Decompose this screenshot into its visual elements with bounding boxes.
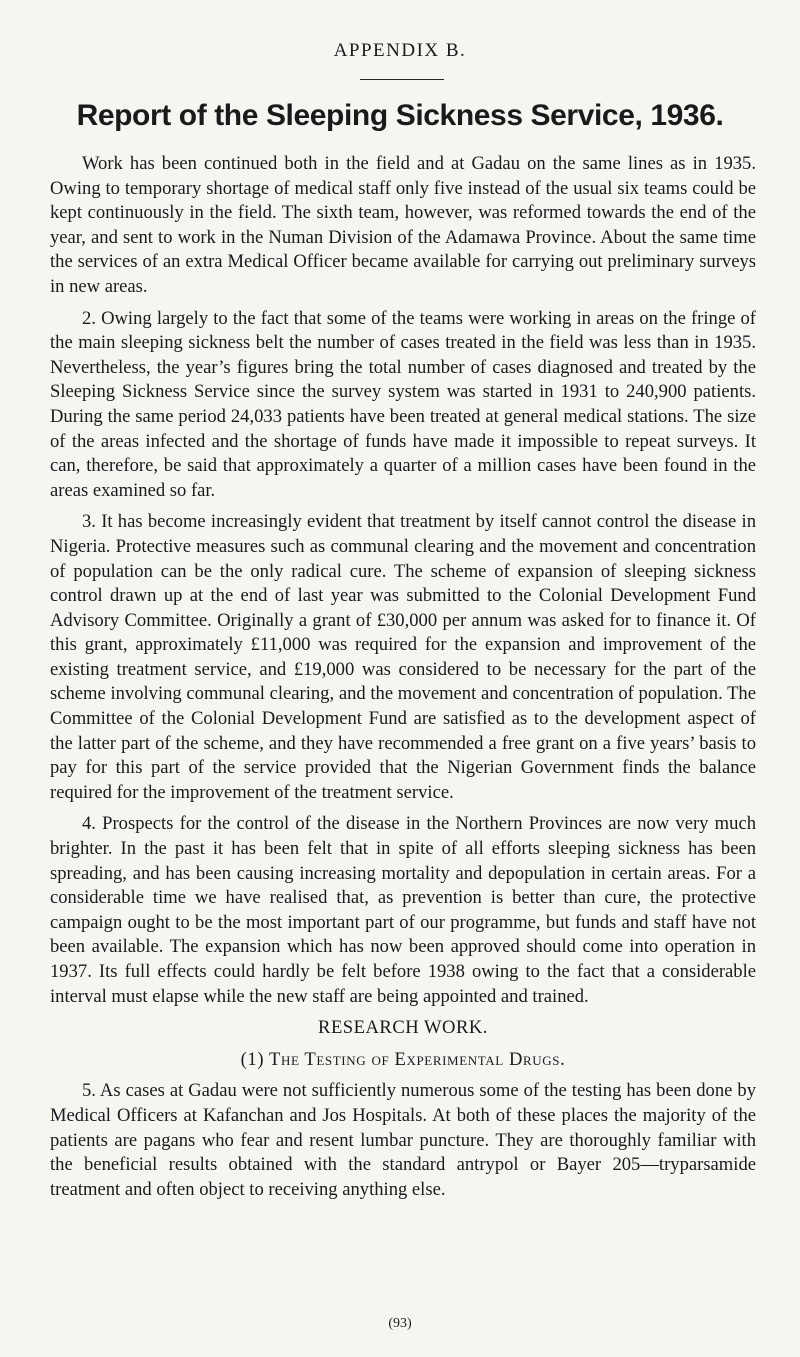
research-heading: RESEARCH WORK.	[318, 1017, 488, 1039]
paragraph-3: 3. It has become increasingly evident that treatment by itself cannot control the disease in Nigeria. Protective measures such as communal clearing and the movement and concentration of population can be the only radical cure. The scheme of expansion of sleeping sickness control drawn up at the end of last year was submitted to the Colonial Development Fund Advisory Committee. Originally a grant of £30,000 per annum was asked for to finance it. Of this grant, approximately £11,000 was required for the expansion and improvement of the existing treatment service, and £19,000 was considered to be necessary for the part of the scheme involving communal clearing, and the movement and concentration of population. The Committee of the Colonial Development Fund are satisfied as to the development aspect of the latter part of the scheme, and they have recommended a free grant on a five years’ basis to pay for this part of the service provided that the Nigerian Government finds the balance required for the improvement of the treatment service.	[50, 511, 756, 803]
paragraph-1: Work has been continued both in the field and at Gadau on the same lines as in 1935. Owing to temporary shortage of medical staff only five instead of the usual six teams could be kept continuously in the field. The sixth team, however, was reformed towards the end of the year, and sent to work in the Numan Division of the Adamawa Province. About the same time the services of an extra Medical Officer became available for carrying out preliminary surveys in new areas.	[50, 153, 756, 297]
appendix-label: APPENDIX B.	[333, 40, 467, 61]
research-subheading: (1) The Testing of Experimental Drugs.	[240, 1048, 566, 1070]
paragraph-5: 5. As cases at Gadau were not sufficiently numerous some of the testing has been done by Medical Officers at Kafanchan and Jos Hospitals. At both of these places the majority of the patients are pagans who fear and resent lumbar puncture. They are thoroughly familiar with the beneficial results obtained with the standard antrypol or Bayer 205—tryparsamide treatment and often object to receiving anything else.	[50, 1080, 756, 1200]
title-divider	[360, 79, 444, 80]
paragraph-2: 2. Owing largely to the fact that some of the teams were working in areas on the fringe of the main sleeping sickness belt the number of cases treated in the field was less than in 1935. Nevertheless, the year’s figures bring the total number of cases diagnosed and treated by the Sleeping Sickness Service since the survey system was started in 1931 to 240,900 patients. During the same period 24,033 patients have been treated at general medical stations. The size of the areas infected and the shortage of funds have made it impossible to repeat surveys. It can, therefore, be said that approximately a quarter of a million cases have been found in the areas examined so far.	[50, 307, 756, 501]
report-title: Report of the Sleeping Sickness Service, 1936.	[76, 99, 724, 132]
paragraph-4: 4. Prospects for the control of the disease in the Northern Provinces are now very much brighter. In the past it has been felt that in spite of all efforts sleeping sickness has been spreading, and has been causing increasing mortality and depopulation in certain areas. For a considerable time we have realised that, as prevention is better than cure, the protective campaign ought to be the most important part of our programme, but funds and staff have not been available. The expansion which has now been approved should come into operation in 1937. Its full effects could hardly be felt before 1938 owing to the fact that a considerable interval must elapse while the new staff are being appointed and trained.	[50, 813, 756, 1007]
report-body	[50, 152, 756, 1209]
page-number: (93)	[388, 1316, 412, 1331]
